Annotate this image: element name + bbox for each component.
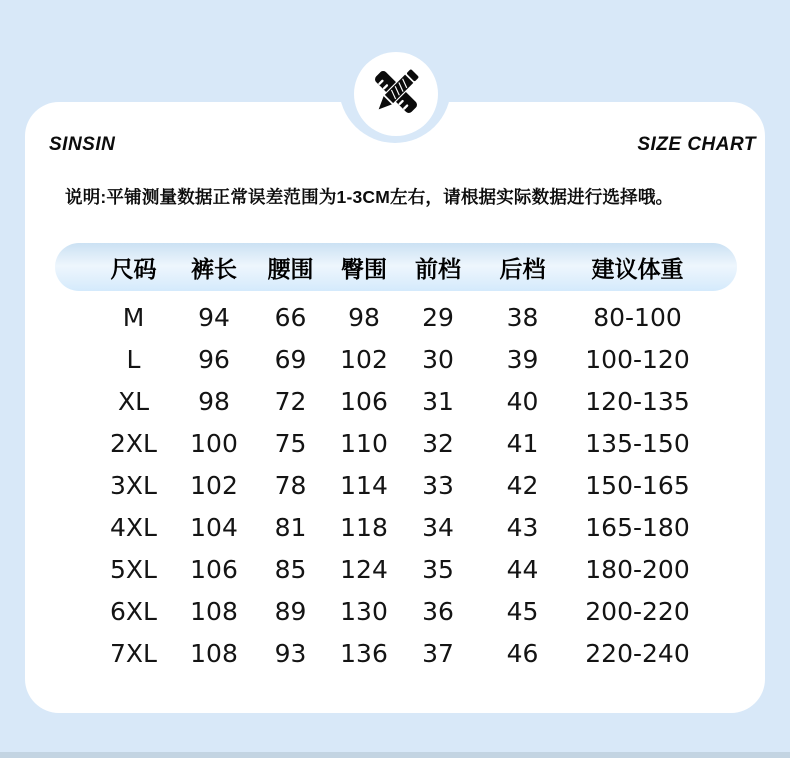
value-cell: 39 bbox=[506, 344, 539, 374]
value-cell: 106 bbox=[190, 554, 238, 584]
value-cell: 96 bbox=[198, 344, 230, 374]
value-cell: 69 bbox=[274, 344, 307, 374]
value-cell: 37 bbox=[422, 638, 454, 668]
value-cell: 102 bbox=[340, 344, 388, 374]
size-cell: L bbox=[126, 344, 141, 374]
value-cell: 150-165 bbox=[585, 470, 690, 500]
brand-text: SINSIN bbox=[49, 134, 116, 155]
value-cell: 38 bbox=[506, 302, 539, 332]
table-row bbox=[55, 380, 737, 422]
value-cell: 135-150 bbox=[585, 428, 690, 458]
value-cell: 93 bbox=[274, 638, 307, 668]
table-row bbox=[55, 590, 737, 632]
column-header-size: 尺码 bbox=[110, 255, 157, 282]
size-cell: XL bbox=[117, 386, 150, 416]
value-cell: 41 bbox=[506, 428, 539, 458]
value-cell: 43 bbox=[506, 512, 539, 542]
value-cell: 80-100 bbox=[593, 302, 682, 332]
value-cell: 33 bbox=[422, 470, 454, 500]
value-cell: 30 bbox=[422, 344, 454, 374]
value-cell: 40 bbox=[506, 386, 539, 416]
value-cell: 220-240 bbox=[585, 638, 690, 668]
size-cell: 6XL bbox=[110, 596, 157, 626]
value-cell: 104 bbox=[190, 512, 238, 542]
table-row bbox=[55, 296, 737, 338]
value-cell: 114 bbox=[340, 470, 388, 500]
value-cell: 35 bbox=[422, 554, 454, 584]
value-cell: 110 bbox=[340, 428, 388, 458]
size-cell: 4XL bbox=[110, 512, 157, 542]
value-cell: 180-200 bbox=[585, 554, 690, 584]
value-cell: 81 bbox=[274, 512, 307, 542]
value-cell: 85 bbox=[274, 554, 307, 584]
table-row bbox=[55, 632, 737, 674]
table-header-row bbox=[55, 243, 737, 291]
pencil-ruler-icon bbox=[368, 64, 424, 125]
value-cell: 100 bbox=[190, 428, 238, 458]
value-cell: 100-120 bbox=[585, 344, 690, 374]
value-cell: 136 bbox=[340, 638, 388, 668]
column-header-back-rise: 后档 bbox=[499, 255, 546, 282]
value-cell: 45 bbox=[506, 596, 539, 626]
value-cell: 36 bbox=[422, 596, 454, 626]
size-cell: M bbox=[122, 302, 145, 332]
value-cell: 29 bbox=[422, 302, 454, 332]
column-header-front-rise: 前档 bbox=[415, 255, 461, 282]
value-cell: 66 bbox=[274, 302, 307, 332]
table-row bbox=[55, 548, 737, 590]
size-cell: 5XL bbox=[110, 554, 157, 584]
size-cell: 7XL bbox=[110, 638, 157, 668]
value-cell: 130 bbox=[340, 596, 388, 626]
size-cell: 2XL bbox=[110, 428, 157, 458]
value-cell: 200-220 bbox=[585, 596, 690, 626]
value-cell: 44 bbox=[506, 554, 539, 584]
column-header-waist: 腰围 bbox=[267, 255, 314, 282]
value-cell: 72 bbox=[274, 386, 307, 416]
value-cell: 98 bbox=[348, 302, 380, 332]
table-row bbox=[55, 422, 737, 464]
size-table-body bbox=[55, 296, 737, 674]
value-cell: 94 bbox=[198, 302, 230, 332]
value-cell: 108 bbox=[190, 638, 238, 668]
value-cell: 42 bbox=[506, 470, 539, 500]
value-cell: 46 bbox=[506, 638, 539, 668]
measurement-note: 说明:平铺测量数据正常误差范围为1-3CM左右，请根据实际数据进行选择哦。 bbox=[65, 187, 674, 207]
page-title: SIZE CHART bbox=[637, 134, 756, 155]
value-cell: 78 bbox=[274, 470, 307, 500]
value-cell: 89 bbox=[274, 596, 307, 626]
value-cell: 102 bbox=[190, 470, 238, 500]
size-cell: 3XL bbox=[110, 470, 157, 500]
table-row bbox=[55, 506, 737, 548]
value-cell: 32 bbox=[422, 428, 454, 458]
column-header-hip: 臀围 bbox=[341, 255, 387, 282]
table-row bbox=[55, 464, 737, 506]
value-cell: 106 bbox=[340, 386, 388, 416]
value-cell: 124 bbox=[340, 554, 388, 584]
value-cell: 31 bbox=[422, 386, 454, 416]
column-header-weight: 建议体重 bbox=[591, 255, 684, 282]
badge-circle bbox=[354, 52, 438, 136]
value-cell: 108 bbox=[190, 596, 238, 626]
column-header-pant-length: 裤长 bbox=[191, 255, 237, 282]
table-row bbox=[55, 338, 737, 380]
value-cell: 75 bbox=[274, 428, 307, 458]
value-cell: 165-180 bbox=[585, 512, 690, 542]
bottom-strip bbox=[0, 752, 790, 758]
value-cell: 118 bbox=[340, 512, 388, 542]
brand-row bbox=[49, 134, 756, 156]
value-cell: 34 bbox=[422, 512, 454, 542]
value-cell: 120-135 bbox=[585, 386, 690, 416]
value-cell: 98 bbox=[198, 386, 230, 416]
